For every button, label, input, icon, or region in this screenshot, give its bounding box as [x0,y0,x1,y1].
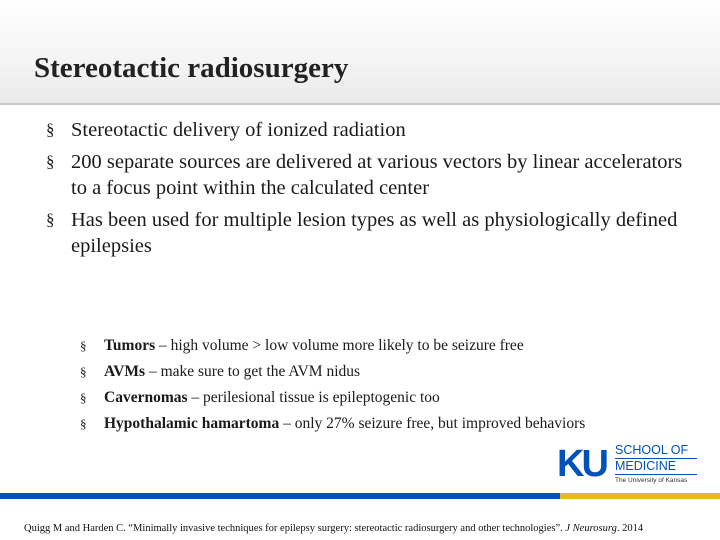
footer-bar-yellow [560,493,720,499]
footer-color-bar [0,493,720,499]
sub-bullet-item [80,336,660,355]
slide-title: Stereotactic radiosurgery [34,52,349,84]
sub-bullet-term: AVMs [104,363,146,380]
sub-bullet-term: Hypothalamic hamartoma [104,415,280,432]
citation [24,522,714,535]
sub-bullet-term: Cavernomas [104,389,188,406]
bullet-item [46,117,696,143]
ku-logo-text [615,444,697,485]
bullet-marker: § [80,364,87,379]
bullet-marker: § [46,210,55,229]
sub-bullet-item [80,362,660,381]
citation-text: Quigg M and Harden C. “Minimally invasive techniques for epilepsy surgery: stereotactic radiosurgery and other technologies”. [24,523,566,534]
bullet-text: 200 separate sources are delivered at various vectors by linear accelerators to a focus point within the calculated center [71,151,683,199]
sub-bullet-text: – only 27% seizure free, but improved behaviors [279,415,586,432]
sub-bullet-item [80,388,660,407]
sub-bullet-text: – make sure to get the AVM nidus [145,363,361,380]
citation-year: . 2014 [616,523,644,534]
sub-bullet-item [80,414,660,433]
bullet-text: Has been used for multiple lesion types as well as physiologically defined epilepsies [71,209,678,257]
ku-medicine-logo [557,442,697,486]
logo-separator [615,474,697,475]
logo-line-university: The University of Kansas [615,477,688,484]
ku-logo-letters: KU [557,443,606,485]
bullet-marker: § [80,338,87,353]
footer-bar-blue [0,493,560,499]
bullet-marker: § [80,416,87,431]
sub-bullet-text: – perilesional tissue is epileptogenic too [187,389,440,406]
bullet-marker: § [46,152,55,171]
citation-journal: J Neurosurg [565,523,617,534]
bullet-item [46,149,696,201]
bullet-marker: § [46,120,55,139]
bullet-marker: § [80,390,87,405]
logo-line-school: SCHOOL OF [615,443,689,457]
sub-bullet-text: – high volume > low volume more likely to be seizure free [155,337,524,354]
title-divider [0,103,720,105]
sub-bullet-term: Tumors [104,337,156,354]
bullet-list [46,117,696,265]
bullet-item [46,207,696,259]
bullet-text: Stereotactic delivery of ionized radiation [71,119,406,141]
sub-bullet-list [80,336,660,440]
logo-line-medicine: MEDICINE [615,459,677,473]
